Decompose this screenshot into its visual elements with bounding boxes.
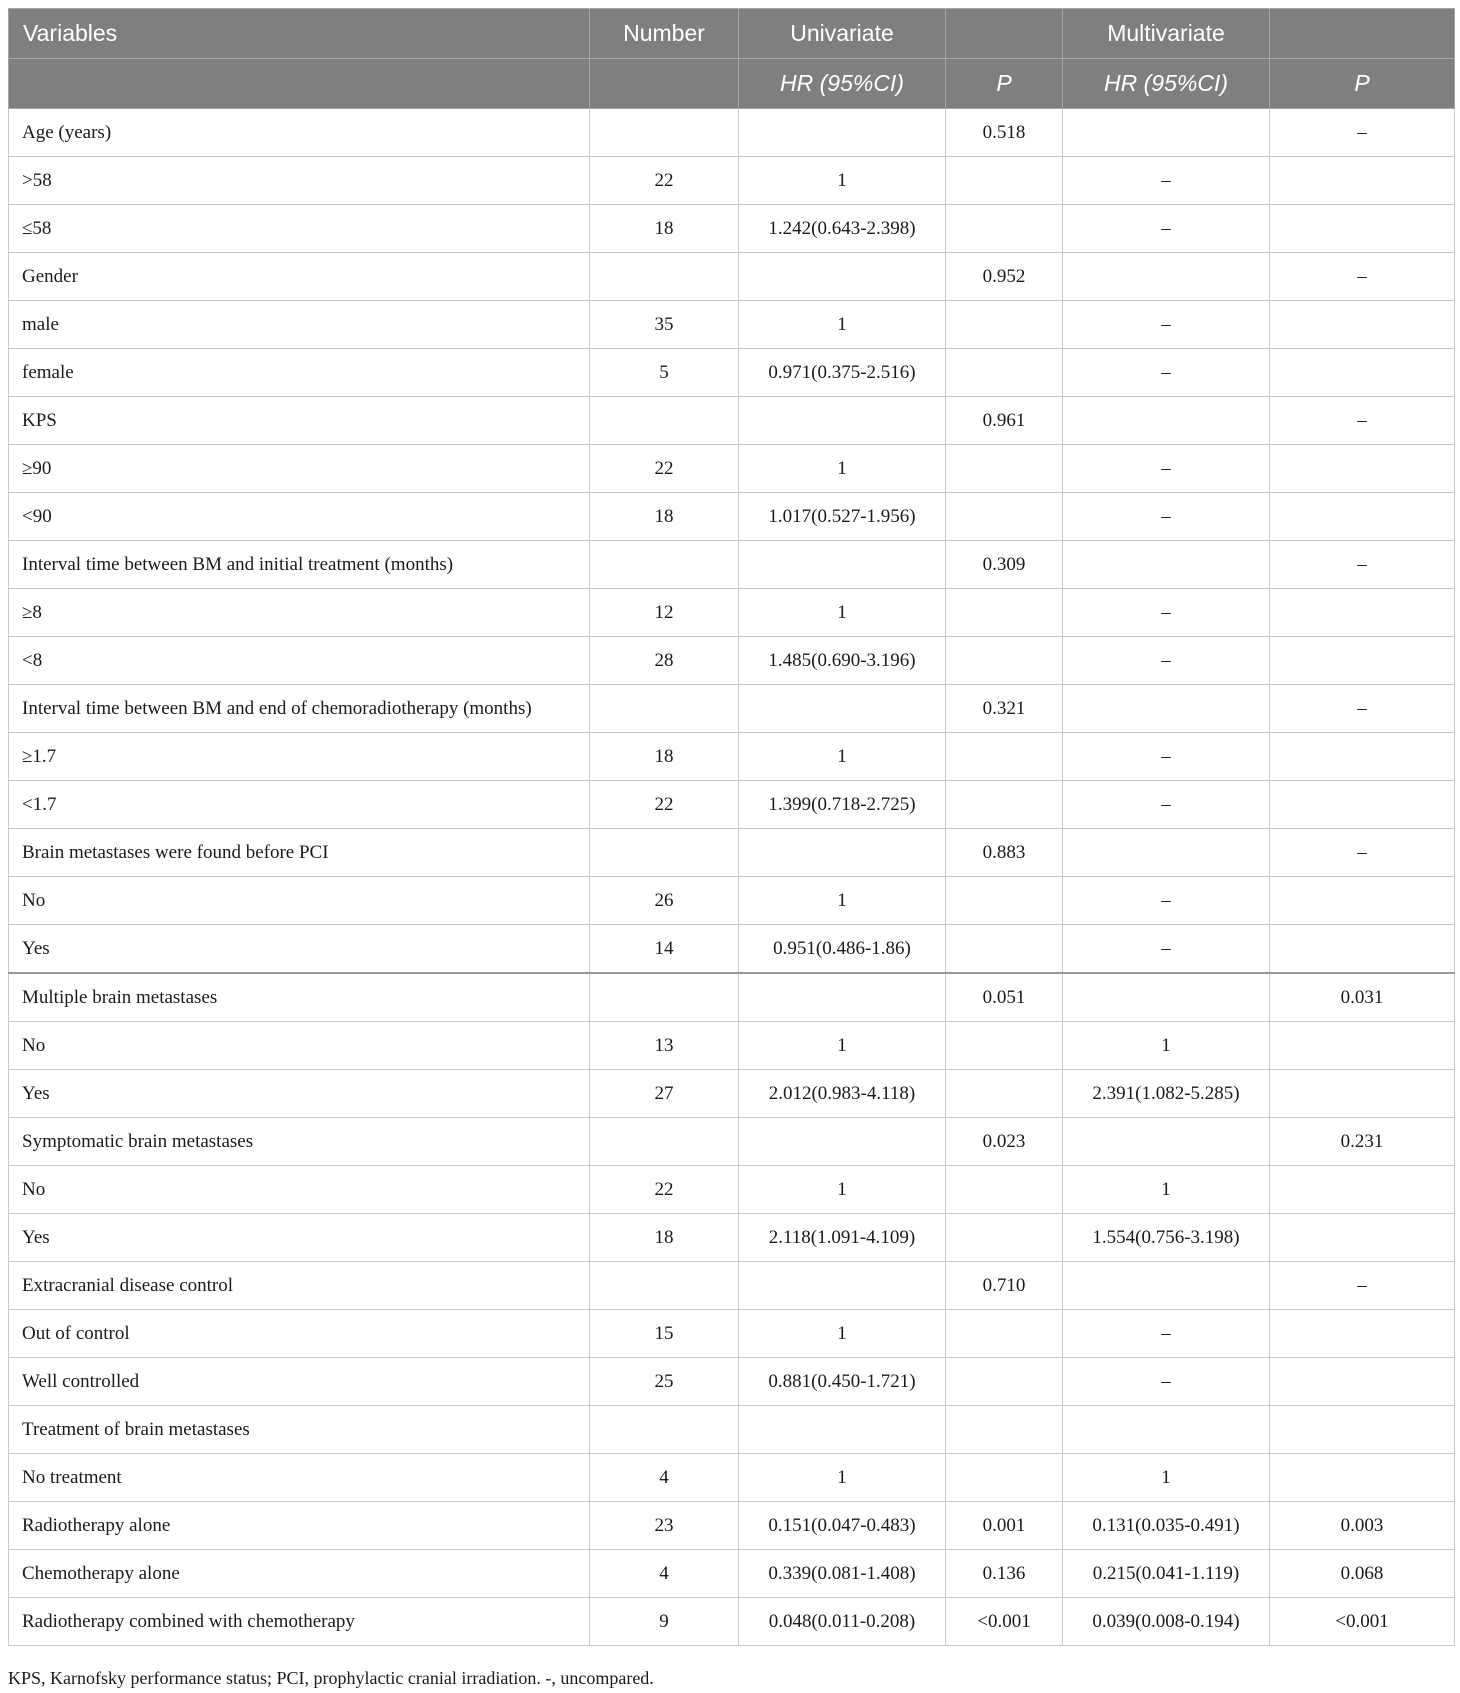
header-empty bbox=[590, 59, 739, 109]
multi-hr-cell bbox=[1063, 253, 1270, 301]
multi-p-cell: – bbox=[1270, 109, 1455, 157]
uni-p-cell bbox=[946, 1214, 1063, 1262]
uni-hr-cell: 2.118(1.091-4.109) bbox=[739, 1214, 946, 1262]
multi-p-cell bbox=[1270, 733, 1455, 781]
number-cell: 14 bbox=[590, 925, 739, 974]
uni-p-cell bbox=[946, 589, 1063, 637]
table-row bbox=[9, 1310, 1455, 1358]
table-row bbox=[9, 1214, 1455, 1262]
uni-hr-cell: 1 bbox=[739, 1310, 946, 1358]
uni-hr-cell: 1 bbox=[739, 1454, 946, 1502]
table-row bbox=[9, 877, 1455, 925]
multi-hr-cell: 1 bbox=[1063, 1454, 1270, 1502]
variable-cell: >58 bbox=[9, 157, 590, 205]
variable-cell: Yes bbox=[9, 925, 590, 974]
variable-cell: No treatment bbox=[9, 1454, 590, 1502]
table-row bbox=[9, 1598, 1455, 1646]
multi-p-cell: 0.031 bbox=[1270, 973, 1455, 1022]
table-row bbox=[9, 1022, 1455, 1070]
multi-hr-cell: – bbox=[1063, 349, 1270, 397]
variable-cell: Interval time between BM and end of chemoradiotherapy (months) bbox=[9, 685, 590, 733]
multi-p-cell bbox=[1270, 349, 1455, 397]
multi-p-cell: – bbox=[1270, 397, 1455, 445]
multi-p-cell: 0.003 bbox=[1270, 1502, 1455, 1550]
multi-p-cell: 0.068 bbox=[1270, 1550, 1455, 1598]
variable-cell: Well controlled bbox=[9, 1358, 590, 1406]
variable-cell: Out of control bbox=[9, 1310, 590, 1358]
table-row bbox=[9, 157, 1455, 205]
table-row bbox=[9, 301, 1455, 349]
uni-hr-cell bbox=[739, 1262, 946, 1310]
number-cell: 13 bbox=[590, 1022, 739, 1070]
multi-p-cell: – bbox=[1270, 253, 1455, 301]
number-cell: 18 bbox=[590, 493, 739, 541]
multi-p-cell bbox=[1270, 1166, 1455, 1214]
variable-cell: Symptomatic brain metastases bbox=[9, 1118, 590, 1166]
number-cell: 18 bbox=[590, 1214, 739, 1262]
multi-hr-cell: – bbox=[1063, 781, 1270, 829]
number-cell: 4 bbox=[590, 1454, 739, 1502]
number-cell: 12 bbox=[590, 589, 739, 637]
number-cell: 22 bbox=[590, 1166, 739, 1214]
table-footnote: KPS, Karnofsky performance status; PCI, prophylactic cranial irradiation. -, uncompared. bbox=[8, 1668, 654, 1688]
number-cell bbox=[590, 1406, 739, 1454]
uni-p-cell bbox=[946, 1022, 1063, 1070]
uni-p-cell bbox=[946, 445, 1063, 493]
variable-cell: Brain metastases were found before PCI bbox=[9, 829, 590, 877]
variable-cell: female bbox=[9, 349, 590, 397]
table-row bbox=[9, 205, 1455, 253]
number-cell: 23 bbox=[590, 1502, 739, 1550]
number-cell: 9 bbox=[590, 1598, 739, 1646]
uni-p-cell: 0.023 bbox=[946, 1118, 1063, 1166]
multi-hr-cell bbox=[1063, 829, 1270, 877]
header-multi-hr: HR (95%CI) bbox=[1063, 59, 1270, 109]
uni-hr-cell bbox=[739, 1406, 946, 1454]
uni-hr-cell: 1.017(0.527-1.956) bbox=[739, 493, 946, 541]
uni-p-cell bbox=[946, 1454, 1063, 1502]
cox-regression-table bbox=[8, 8, 1455, 1646]
uni-p-cell bbox=[946, 637, 1063, 685]
uni-p-cell: 0.001 bbox=[946, 1502, 1063, 1550]
variable-cell: Chemotherapy alone bbox=[9, 1550, 590, 1598]
uni-hr-cell: 0.881(0.450-1.721) bbox=[739, 1358, 946, 1406]
variable-cell: Yes bbox=[9, 1070, 590, 1118]
uni-p-cell bbox=[946, 301, 1063, 349]
uni-p-cell: 0.309 bbox=[946, 541, 1063, 589]
multi-p-cell bbox=[1270, 445, 1455, 493]
header-variables: Variables bbox=[9, 9, 590, 59]
header-multi-p: P bbox=[1270, 59, 1455, 109]
number-cell bbox=[590, 253, 739, 301]
variable-cell: Gender bbox=[9, 253, 590, 301]
header-empty bbox=[9, 59, 590, 109]
table-row bbox=[9, 1262, 1455, 1310]
multi-hr-cell: – bbox=[1063, 925, 1270, 974]
variable-cell: Treatment of brain metastases bbox=[9, 1406, 590, 1454]
variable-cell: ≥90 bbox=[9, 445, 590, 493]
number-cell bbox=[590, 541, 739, 589]
uni-p-cell: 0.952 bbox=[946, 253, 1063, 301]
header-uni-hr: HR (95%CI) bbox=[739, 59, 946, 109]
multi-p-cell bbox=[1270, 493, 1455, 541]
uni-hr-cell: 0.048(0.011-0.208) bbox=[739, 1598, 946, 1646]
variable-cell: Radiotherapy alone bbox=[9, 1502, 590, 1550]
number-cell: 22 bbox=[590, 781, 739, 829]
table-row bbox=[9, 349, 1455, 397]
table-row bbox=[9, 1358, 1455, 1406]
multi-p-cell bbox=[1270, 925, 1455, 974]
uni-p-cell: 0.518 bbox=[946, 109, 1063, 157]
variable-cell: No bbox=[9, 1166, 590, 1214]
uni-hr-cell: 1.242(0.643-2.398) bbox=[739, 205, 946, 253]
multi-hr-cell: 0.131(0.035-0.491) bbox=[1063, 1502, 1270, 1550]
uni-hr-cell: 1 bbox=[739, 877, 946, 925]
uni-p-cell bbox=[946, 1358, 1063, 1406]
uni-p-cell bbox=[946, 493, 1063, 541]
multi-hr-cell bbox=[1063, 1118, 1270, 1166]
uni-hr-cell: 1 bbox=[739, 301, 946, 349]
uni-p-cell: 0.710 bbox=[946, 1262, 1063, 1310]
multi-p-cell bbox=[1270, 301, 1455, 349]
multi-p-cell bbox=[1270, 1214, 1455, 1262]
uni-hr-cell: 2.012(0.983-4.118) bbox=[739, 1070, 946, 1118]
multi-p-cell bbox=[1270, 877, 1455, 925]
multi-hr-cell: – bbox=[1063, 589, 1270, 637]
uni-hr-cell: 0.951(0.486-1.86) bbox=[739, 925, 946, 974]
multi-hr-cell: – bbox=[1063, 637, 1270, 685]
multi-hr-cell: – bbox=[1063, 205, 1270, 253]
variable-cell: male bbox=[9, 301, 590, 349]
uni-p-cell: 0.883 bbox=[946, 829, 1063, 877]
multi-hr-cell bbox=[1063, 397, 1270, 445]
multi-hr-cell: – bbox=[1063, 493, 1270, 541]
multi-hr-cell: – bbox=[1063, 877, 1270, 925]
uni-hr-cell bbox=[739, 1118, 946, 1166]
multi-hr-cell: 0.039(0.008-0.194) bbox=[1063, 1598, 1270, 1646]
uni-hr-cell: 1.399(0.718-2.725) bbox=[739, 781, 946, 829]
uni-p-cell bbox=[946, 1406, 1063, 1454]
number-cell bbox=[590, 973, 739, 1022]
header-empty bbox=[946, 9, 1063, 59]
multi-hr-cell bbox=[1063, 1406, 1270, 1454]
number-cell: 22 bbox=[590, 157, 739, 205]
table-row bbox=[9, 1070, 1455, 1118]
uni-p-cell: 0.321 bbox=[946, 685, 1063, 733]
table-row bbox=[9, 445, 1455, 493]
table-row bbox=[9, 1550, 1455, 1598]
table-row bbox=[9, 781, 1455, 829]
uni-p-cell bbox=[946, 1070, 1063, 1118]
multi-hr-cell bbox=[1063, 541, 1270, 589]
number-cell: 22 bbox=[590, 445, 739, 493]
number-cell: 4 bbox=[590, 1550, 739, 1598]
number-cell bbox=[590, 109, 739, 157]
uni-hr-cell: 1.485(0.690-3.196) bbox=[739, 637, 946, 685]
table-row bbox=[9, 589, 1455, 637]
number-cell: 18 bbox=[590, 205, 739, 253]
multi-hr-cell: – bbox=[1063, 733, 1270, 781]
table-row bbox=[9, 1406, 1455, 1454]
variable-cell: Extracranial disease control bbox=[9, 1262, 590, 1310]
table-row bbox=[9, 1166, 1455, 1214]
uni-hr-cell bbox=[739, 829, 946, 877]
table-row bbox=[9, 1118, 1455, 1166]
number-cell: 18 bbox=[590, 733, 739, 781]
uni-p-cell bbox=[946, 205, 1063, 253]
uni-hr-cell: 0.339(0.081-1.408) bbox=[739, 1550, 946, 1598]
variable-cell: KPS bbox=[9, 397, 590, 445]
uni-hr-cell: 0.971(0.375-2.516) bbox=[739, 349, 946, 397]
uni-hr-cell bbox=[739, 685, 946, 733]
multi-p-cell bbox=[1270, 1406, 1455, 1454]
multi-hr-cell bbox=[1063, 685, 1270, 733]
uni-p-cell: 0.051 bbox=[946, 973, 1063, 1022]
number-cell bbox=[590, 1262, 739, 1310]
number-cell: 26 bbox=[590, 877, 739, 925]
table-row bbox=[9, 685, 1455, 733]
multi-hr-cell bbox=[1063, 1262, 1270, 1310]
variable-cell: Multiple brain metastases bbox=[9, 973, 590, 1022]
uni-hr-cell bbox=[739, 541, 946, 589]
number-cell bbox=[590, 685, 739, 733]
multi-hr-cell: 2.391(1.082-5.285) bbox=[1063, 1070, 1270, 1118]
number-cell: 25 bbox=[590, 1358, 739, 1406]
uni-p-cell: 0.136 bbox=[946, 1550, 1063, 1598]
multi-hr-cell bbox=[1063, 973, 1270, 1022]
uni-hr-cell bbox=[739, 397, 946, 445]
variable-cell: Radiotherapy combined with chemotherapy bbox=[9, 1598, 590, 1646]
uni-hr-cell bbox=[739, 109, 946, 157]
table-row bbox=[9, 925, 1455, 974]
multi-p-cell bbox=[1270, 1022, 1455, 1070]
table-container bbox=[8, 8, 1454, 1646]
multi-hr-cell: – bbox=[1063, 1358, 1270, 1406]
multi-hr-cell: – bbox=[1063, 157, 1270, 205]
multi-p-cell: – bbox=[1270, 541, 1455, 589]
multi-p-cell bbox=[1270, 157, 1455, 205]
uni-hr-cell: 1 bbox=[739, 157, 946, 205]
number-cell: 5 bbox=[590, 349, 739, 397]
header-multivariate: Multivariate bbox=[1063, 9, 1270, 59]
uni-p-cell bbox=[946, 1166, 1063, 1214]
header-number: Number bbox=[590, 9, 739, 59]
variable-cell: ≥8 bbox=[9, 589, 590, 637]
variable-cell: <8 bbox=[9, 637, 590, 685]
uni-p-cell bbox=[946, 1310, 1063, 1358]
uni-hr-cell: 1 bbox=[739, 445, 946, 493]
number-cell bbox=[590, 829, 739, 877]
number-cell: 27 bbox=[590, 1070, 739, 1118]
uni-p-cell bbox=[946, 781, 1063, 829]
variable-cell: ≤58 bbox=[9, 205, 590, 253]
number-cell bbox=[590, 397, 739, 445]
uni-hr-cell bbox=[739, 973, 946, 1022]
number-cell: 35 bbox=[590, 301, 739, 349]
uni-p-cell bbox=[946, 877, 1063, 925]
multi-p-cell bbox=[1270, 637, 1455, 685]
variable-cell: ≥1.7 bbox=[9, 733, 590, 781]
table-row bbox=[9, 397, 1455, 445]
table-row bbox=[9, 1502, 1455, 1550]
multi-hr-cell: – bbox=[1063, 301, 1270, 349]
header-uni-p: P bbox=[946, 59, 1063, 109]
multi-hr-cell: 1.554(0.756-3.198) bbox=[1063, 1214, 1270, 1262]
table-row bbox=[9, 733, 1455, 781]
variable-cell: Yes bbox=[9, 1214, 590, 1262]
variable-cell: No bbox=[9, 877, 590, 925]
uni-p-cell bbox=[946, 157, 1063, 205]
uni-p-cell: 0.961 bbox=[946, 397, 1063, 445]
variable-cell: Interval time between BM and initial treatment (months) bbox=[9, 541, 590, 589]
multi-p-cell: <0.001 bbox=[1270, 1598, 1455, 1646]
multi-p-cell: 0.231 bbox=[1270, 1118, 1455, 1166]
multi-hr-cell bbox=[1063, 109, 1270, 157]
number-cell bbox=[590, 1118, 739, 1166]
multi-p-cell bbox=[1270, 589, 1455, 637]
number-cell: 15 bbox=[590, 1310, 739, 1358]
multi-hr-cell: 1 bbox=[1063, 1166, 1270, 1214]
variable-cell: Age (years) bbox=[9, 109, 590, 157]
header-row-2 bbox=[9, 59, 1455, 109]
uni-p-cell bbox=[946, 925, 1063, 974]
header-univariate: Univariate bbox=[739, 9, 946, 59]
table-row bbox=[9, 253, 1455, 301]
table-row bbox=[9, 541, 1455, 589]
multi-p-cell: – bbox=[1270, 829, 1455, 877]
uni-p-cell bbox=[946, 733, 1063, 781]
multi-hr-cell: 1 bbox=[1063, 1022, 1270, 1070]
multi-p-cell bbox=[1270, 1070, 1455, 1118]
multi-p-cell bbox=[1270, 1358, 1455, 1406]
table-row bbox=[9, 973, 1455, 1022]
header-row-1 bbox=[9, 9, 1455, 59]
uni-hr-cell: 1 bbox=[739, 1166, 946, 1214]
multi-p-cell bbox=[1270, 1310, 1455, 1358]
number-cell: 28 bbox=[590, 637, 739, 685]
multi-p-cell bbox=[1270, 1454, 1455, 1502]
multi-p-cell bbox=[1270, 205, 1455, 253]
multi-hr-cell: – bbox=[1063, 445, 1270, 493]
multi-hr-cell: 0.215(0.041-1.119) bbox=[1063, 1550, 1270, 1598]
uni-hr-cell: 0.151(0.047-0.483) bbox=[739, 1502, 946, 1550]
multi-p-cell bbox=[1270, 781, 1455, 829]
table-row bbox=[9, 109, 1455, 157]
table-row bbox=[9, 829, 1455, 877]
uni-hr-cell: 1 bbox=[739, 1022, 946, 1070]
header-empty bbox=[1270, 9, 1455, 59]
variable-cell: <90 bbox=[9, 493, 590, 541]
uni-hr-cell bbox=[739, 253, 946, 301]
uni-p-cell: <0.001 bbox=[946, 1598, 1063, 1646]
table-row bbox=[9, 637, 1455, 685]
uni-hr-cell: 1 bbox=[739, 733, 946, 781]
variable-cell: <1.7 bbox=[9, 781, 590, 829]
table-row bbox=[9, 1454, 1455, 1502]
multi-p-cell: – bbox=[1270, 1262, 1455, 1310]
multi-hr-cell: – bbox=[1063, 1310, 1270, 1358]
uni-hr-cell: 1 bbox=[739, 589, 946, 637]
uni-p-cell bbox=[946, 349, 1063, 397]
multi-p-cell: – bbox=[1270, 685, 1455, 733]
variable-cell: No bbox=[9, 1022, 590, 1070]
table-body bbox=[9, 109, 1455, 1646]
table-row bbox=[9, 493, 1455, 541]
